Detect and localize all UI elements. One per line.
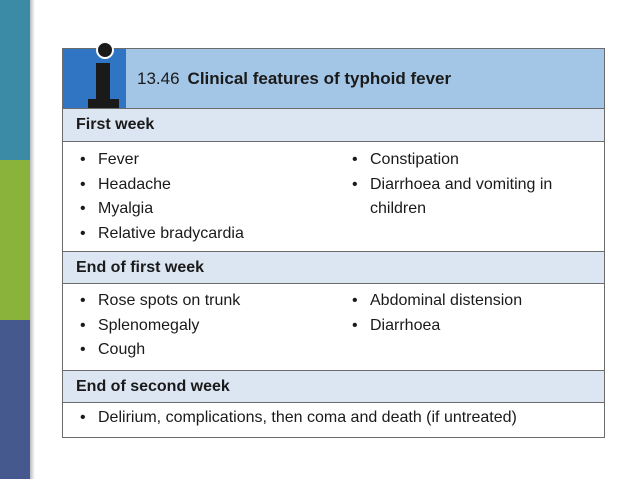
list-item: • Relative bradycardia bbox=[76, 222, 331, 247]
list-item: • Cough bbox=[76, 338, 331, 363]
table-title bbox=[137, 69, 451, 89]
table-title-bar bbox=[63, 49, 604, 108]
side-stripe-navy bbox=[0, 320, 30, 479]
side-stripe-teal bbox=[0, 0, 30, 160]
section-heading-end-of-second-week: End of second week bbox=[63, 370, 604, 403]
list-item: • Myalgia bbox=[76, 197, 331, 222]
section-heading-first-week: First week bbox=[63, 108, 604, 142]
section-heading-end-of-first-week: End of first week bbox=[63, 251, 604, 284]
first-week-right-list bbox=[348, 148, 598, 222]
table-title-text: Clinical features of typhoid fever bbox=[187, 69, 452, 88]
end-second-week-list bbox=[76, 406, 601, 431]
end-first-week-left-list bbox=[76, 289, 331, 363]
list-item: • Splenomegaly bbox=[76, 314, 331, 339]
list-item: • Diarrhoea bbox=[348, 314, 598, 339]
clinical-features-table bbox=[62, 48, 605, 438]
side-shadow bbox=[30, 0, 35, 479]
list-item: • Abdominal distension bbox=[348, 289, 598, 314]
side-stripe-green bbox=[0, 160, 30, 320]
list-item: • Delirium, complications, then coma and death (if untreated) bbox=[76, 406, 601, 431]
info-icon-glyph bbox=[87, 63, 121, 108]
list-item: • Constipation bbox=[348, 148, 598, 173]
list-item: • Fever bbox=[76, 148, 331, 173]
list-item: • Rose spots on trunk bbox=[76, 289, 331, 314]
list-item: • Headache bbox=[76, 173, 331, 198]
first-week-left-list bbox=[76, 148, 331, 246]
info-icon bbox=[63, 49, 126, 108]
info-icon-dot bbox=[96, 41, 114, 59]
list-item: • Diarrhoea and vomiting in children bbox=[348, 173, 598, 222]
table-number: 13.46 bbox=[137, 69, 180, 88]
end-first-week-right-list bbox=[348, 289, 598, 338]
